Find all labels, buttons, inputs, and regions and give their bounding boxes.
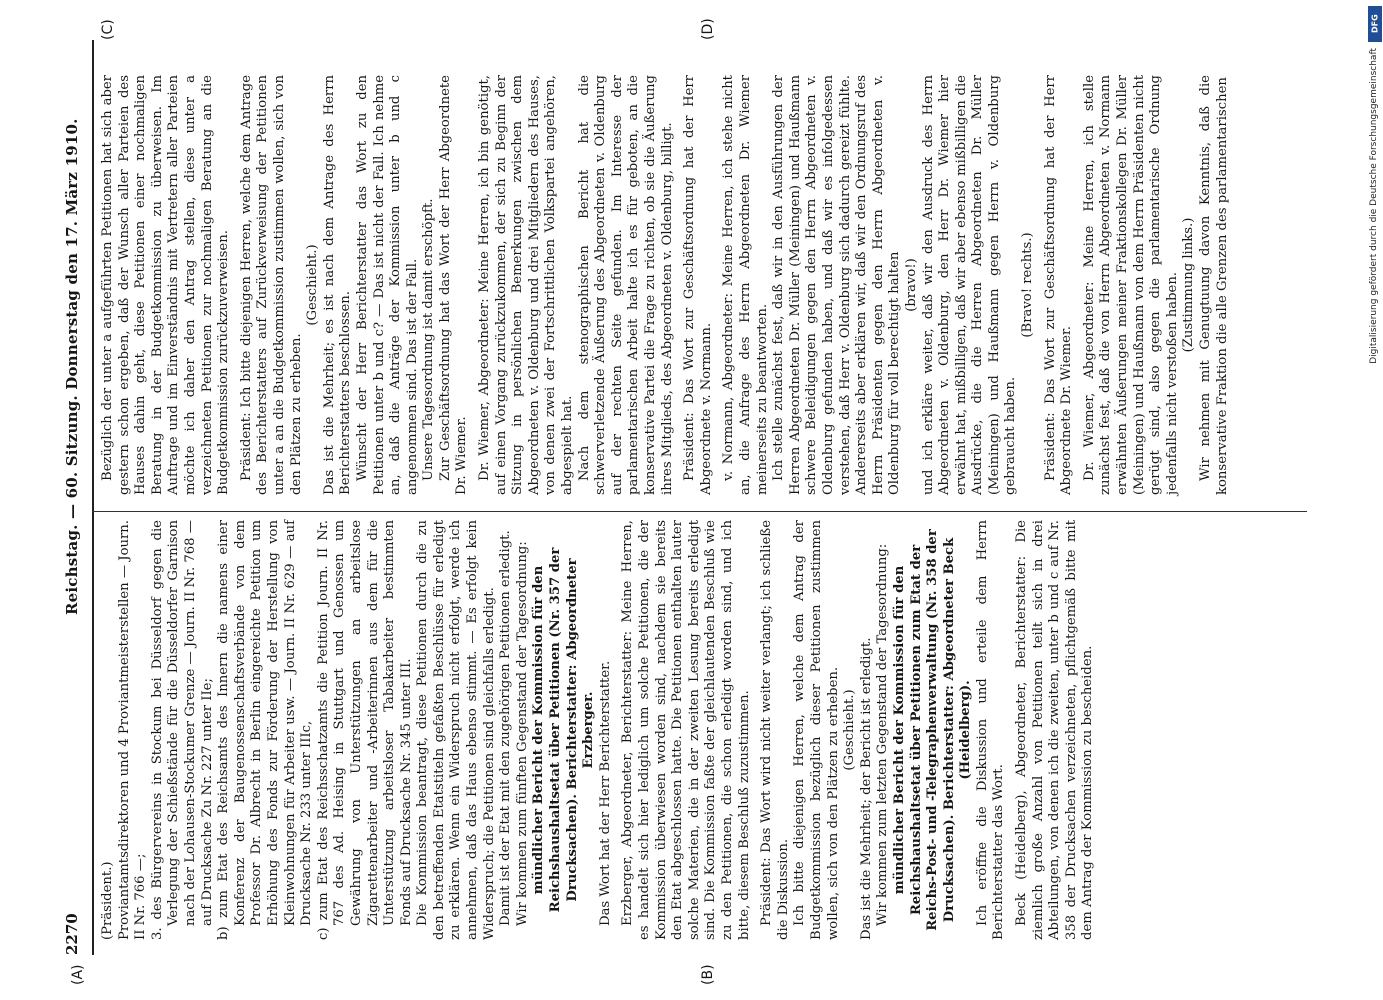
paragraph: Ich bitte diejenigen Herren, welche dem Antrag der Budgetkommission bezüglich dieser Petitionen zustimmen wollen, sich von den Plätzen zu erheben. — [792, 520, 841, 940]
paragraph: und ich erkläre weiter, daß wir den Ausdruck des Herrn Abgeordneten v. Oldenburg, den Herr Dr. Wiemer hier erwähnt hat, mißbilligen, daß wir aber ebenso mißbilligen die Ausdrücke, die die Herren Abgeordneten Dr. Müller (Meiningen) und Haußmann gegen Herrn v. Oldenburg gebraucht haben. — [920, 75, 1019, 495]
paragraph: Wir kommen zum fünften Gegenstand der Tagesordnung: — [514, 541, 530, 926]
paragraph: Ich stelle zunächst fest, daß wir in den Ausführungen der Herren Abgeordneten Dr. Müller (Meiningen) und Haußmann schwere Beleidigungen gegen den Herrn Abgeordneten v. Oldenburg gefunden haben, und daß wir es infolgedessen verstehen, daß Herr v. Oldenburg sich dadurch gereizt fühlte. Andererseits aber erklären wir, daß wir den Ordnungsruf des Herrn Präsidenten gegen den Herrn Abgeordneten v. Oldenburg für voll berechtigt halten — [771, 75, 903, 495]
paragraph: Das Wort hat der Herr Berichterstatter. — [597, 660, 613, 926]
paragraph: Nach dem stenographischen Bericht hat die schwerverletzende Äußerung des Abgeordneten v. Oldenburg auf der rechten Seite gefunden. Im Interesse der parlamentarischen Arbeit halte ich es für geboten, an die konservative Partei die Frage zu richten, ob sie die Äußerung ihres Mitglieds, des Abgeordneten v. Oldenburg, billigt. — [576, 75, 675, 495]
margin-mark-d: (D) — [700, 18, 716, 40]
paragraph: Damit ist der Etat mit den zugehörigen Petitionen erledigt. — [498, 530, 514, 926]
margin-mark-c: (C) — [100, 19, 116, 40]
paragraph: (Präsident.) — [100, 861, 115, 940]
paragraph: Das ist die Mehrheit; es ist nach dem Antrage des Herrn Berichterstatters beschlossen. — [321, 75, 354, 495]
paragraph: b) zum Etat des Reichsamts des Innern die namens einer Konferenz der Baugenossenschaftsverbände von dem Professor Dr. Albrecht in Berlin eingereichte Petition um Erhöhung des Fonds zur Förderung der Herstellung von Kleinwohnungen für Arbeiter usw. — Journ. II Nr. 629 — auf Drucksache Nr. 233 unter IIIc, — [216, 520, 315, 940]
paragraph: Dr. Wiemer, Abgeordneter: Meine Herren, ich stelle zunächst fest, daß die von Herrn Abgeordneten v. Normann erwähnten Äußerungen meiner Fraktionskollegen Dr. Müller (Meiningen) und Haußmann von dem Herrn Präsidenten nicht gerügt sind, also gegen die parlamentarische Ordnung jedenfalls nicht verstoßen haben. — [1081, 75, 1180, 495]
paragraph: (bravo!) — [903, 258, 919, 312]
paragraph: (Zustimmung links.) — [1181, 217, 1197, 353]
paragraph: Zur Geschäftsordnung hat das Wort der Herr Abgeordnete Dr. Wiemer. — [437, 75, 470, 495]
paragraph: Bezüglich der unter a aufgeführten Petitionen hat sich aber gestern schon ergeben, daß der Wunsch aller Parteien des Hauses dahin geht, diese Petitionen einer nochmaligen Beratung in der Budgetkommission zu überweisen. Im Auftrage und im Einverständnis mit Vertretern aller Parteien möchte ich daher den Antrag stellen, diese unter a verzeichneten Petitionen zur nochmaligen Beratung an die Budgetkommission zurückzuverweisen. — [100, 75, 232, 495]
credit-line: Digitalisierung gefördert durch die Deutsche Forschungsgemeinschaft — [1369, 48, 1379, 364]
paragraph: Beck (Heidelberg), Abgeordneter, Berichterstatter: Die ziemlich große Anzahl von Petitionen teilt sich in drei Abteilungen, von denen ich die zweiten, unter b und c auf Nr. 358 der Drucksachen verzeichneten, pflichtgemäß bitte mit dem Antrag der Kommission zu bescheiden. — [1014, 520, 1096, 940]
margin-mark-b: (B) — [700, 964, 716, 985]
column-divider — [92, 511, 1307, 512]
paragraph: Die Kommission beantragt, diese Petitionen durch die zu den betreffenden Etatstiteln gefaßten Beschlüsse für erledigt zu erklären. Wenn ein Widerspruch nicht erfolgt, werde ich annehmen, daß das Haus ebenso stimmt. — Es erfolgt kein Widerspruch; die Petitionen sind gleichfalls erledigt. — [415, 520, 497, 940]
running-head: Reichstag. — 60. Sitzung. Donnerstag den 17. März 1910. — [63, 118, 81, 615]
paragraph: (Bravo! rechts.) — [1020, 232, 1036, 338]
paragraph: (Geschieht.) — [305, 244, 321, 326]
paragraph: mündlicher Bericht der Kommission für den Reichshaushaltsetat über Petitionen (Nr. 357 der Drucksachen). Berichterstatter: Abgeordneter Erzberger. — [531, 547, 597, 913]
paragraph: (Geschieht.) — [842, 689, 858, 771]
paragraph: 3. des Bürgervereins in Stockum bei Düsseldorf gegen die Verlegung der Schießstände für die Düsseldorfer Garnison nach der Lohausen-Stockumer Grenze — Journ. II Nr. 768 — auf Drucksache Zu Nr. 227 unter IIe; — [149, 520, 215, 940]
dfg-logo: DFG — [1368, 6, 1382, 42]
paragraph: Präsident: Das Wort wird nicht weiter verlangt; ich schließe die Diskussion. — [759, 520, 791, 940]
paragraph: mündlicher Bericht der Kommission für den Reichshaushaltsetat über Petitionen zum Etat der Reichs-Post- und -Telegraphenverwaltung (Nr. 358 der Drucksachen). Berichterstatter: Abgeordneter Beck (Heidelberg). — [891, 529, 974, 931]
paragraph: Präsident: Ich bitte diejenigen Herren, welche dem Antrage des Berichterstatters auf Zurückverweisung der Petitionen unter a an die Budgetkommission zustimmen wollen, sich von den Plätzen zu erheben. — [238, 75, 304, 495]
paragraph: v. Normann, Abgeordneter: Meine Herren, ich stehe nicht an, die Anfrage des Herrn Abgeordneten Dr. Wiemer meinerseits zu beantworten. — [721, 75, 770, 495]
page-header — [55, 25, 91, 955]
page-number: 2270 — [63, 913, 81, 955]
right-column — [100, 75, 1231, 495]
left-column — [100, 520, 1097, 940]
paragraph: Unsere Tagesordnung ist damit erschöpft. — [421, 198, 437, 481]
paragraph: Wir nehmen mit Genugtuung davon Kenntnis, daß die konservative Fraktion die alle Grenzen des parlamentarischen — [1198, 75, 1230, 495]
paragraph: Präsident: Das Wort zur Geschäftsordnung hat der Herr Abgeordnete Dr. Wiemer. — [1042, 75, 1075, 495]
margin-mark-a: (A) — [70, 964, 86, 985]
paragraph: Ich eröffne die Diskussion und erteile dem Herrn Berichterstatter das Wort. — [974, 520, 1007, 940]
paragraph: Erzberger, Abgeordneter, Berichterstatter: Meine Herren, es handelt sich hier lediglich um solche Petitionen, die der Kommission überwiesen worden sind, nachdem sie bereits den Etat abgeschlossen hatte. Die Petitionen enthalten lauter solche Materien, die in der zweiten Lesung bereits erledigt sind. Die Kommission faßte der gleichlautenden Beschluß wie zu den Petitionen, die schon erledigt worden sind, und ich bitte, diesem Beschluß zuzustimmen. — [620, 520, 752, 940]
paragraph: Wünscht der Herr Berichterstatter das Wort zu den Petitionen unter b und c? — Das ist nicht der Fall. Ich nehme an, daß die Anträge der Kommission unter b und c angenommen sind. Das ist der Fall. — [354, 75, 420, 495]
paragraph: Wir kommen zum letzten Gegenstand der Tagesordnung: — [875, 543, 891, 926]
paragraph: c) zum Etat des Reichsschatzamts die Petition Journ. II Nr. 767 des Ad. Heising in Stuttgart und Genossen um Gewährung von Unterstützungen an arbeitslose Zigarettenarbeiter und -Arbeiterinnen aus dem für die Unterstützung arbeitsloser Tabakarbeiter bestimmten Fonds auf Drucksache Nr. 345 unter III. — [315, 520, 414, 940]
paragraph: Proviantamtsdirektoren und 4 Proviantmeisterstellen — Journ. II Nr. 766 —; — [116, 520, 149, 940]
paragraph: Präsident: Das Wort zur Geschäftsordnung hat der Herr Abgeordnete v. Normann. — [682, 75, 714, 495]
header-rule — [92, 40, 94, 955]
paragraph: Das ist die Mehrheit; der Bericht ist erledigt. — [858, 637, 874, 940]
paragraph: Dr. Wiemer, Abgeordneter: Meine Herren, ich bin genötigt, auf einen Vorgang zurückzukommen, der sich zu Beginn der Sitzung in persönlichen Bemerkungen zwischen dem Abgeordneten v. Oldenburg und drei Mitgliedern des Hauses, von denen zwei der Fortschrittlichen Volkspartei angehören, abgespielt hat. — [477, 75, 576, 495]
